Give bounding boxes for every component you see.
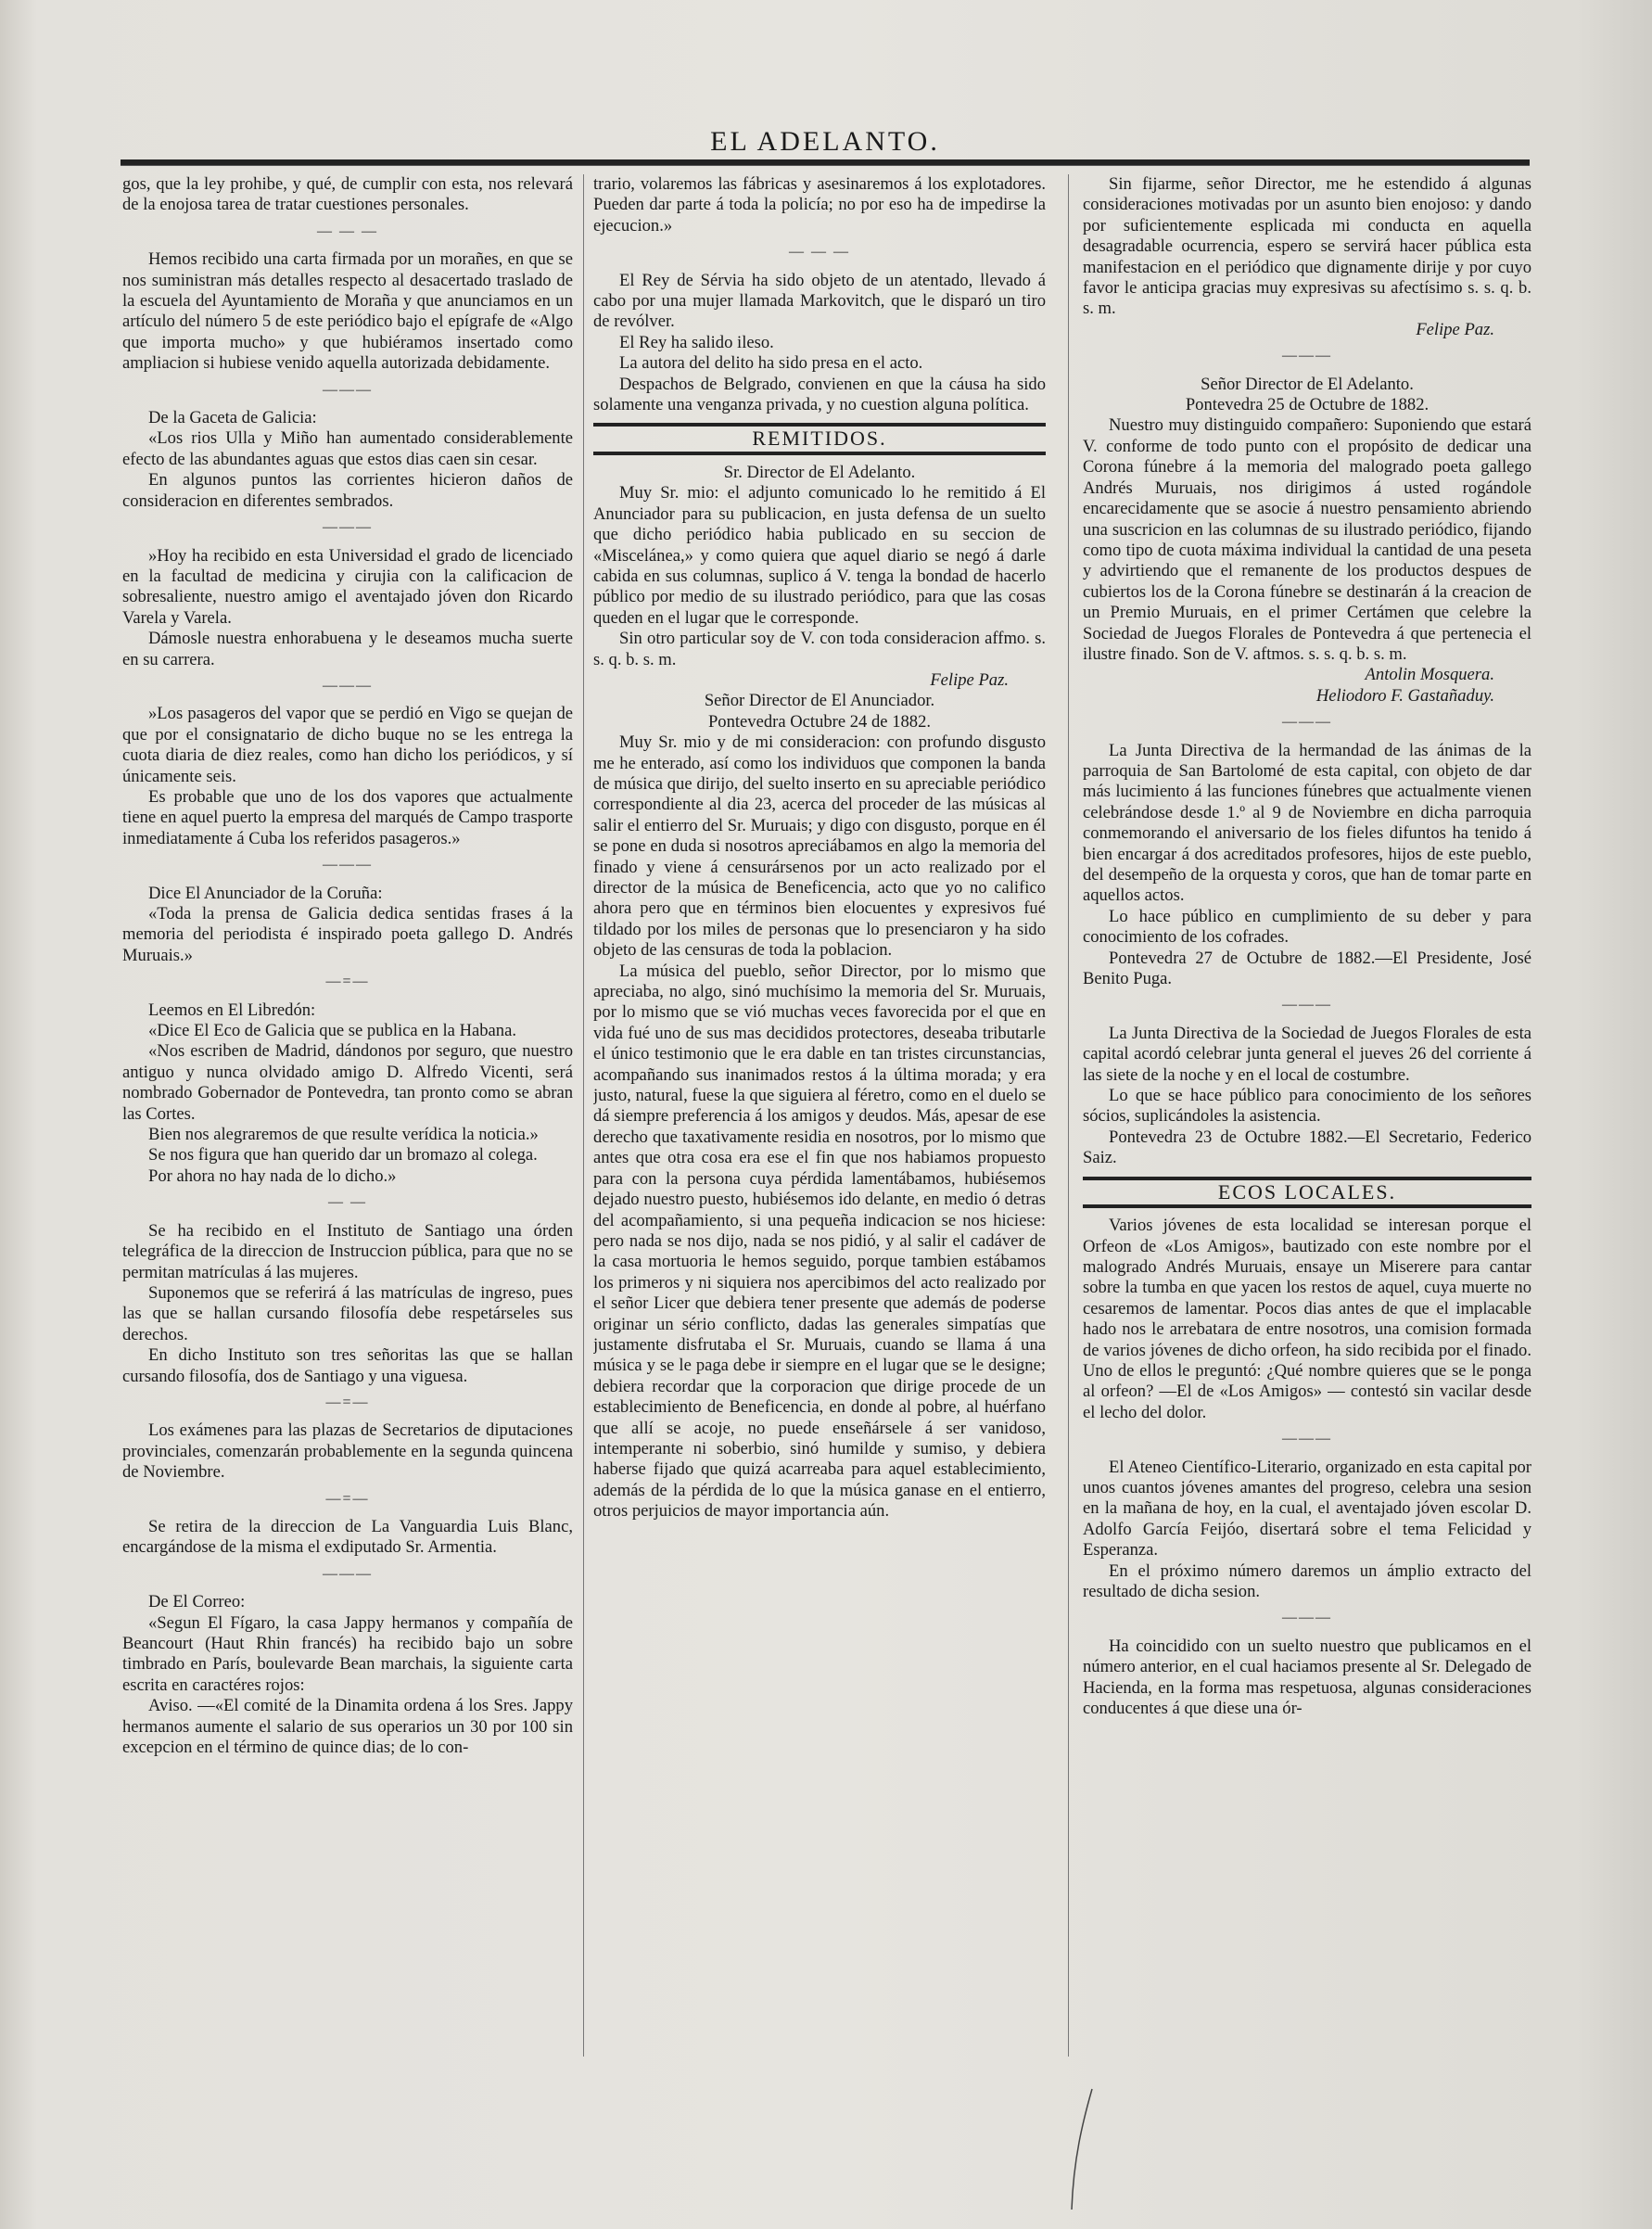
paragraph: Los exámenes para las plazas de Secretarios de diputaciones provinciales, comenzarán probablemente en la segunda quincena de Noviembre. bbox=[122, 1420, 573, 1483]
column-1 bbox=[122, 174, 573, 2084]
paragraph: Dámosle nuestra enhorabuena y le deseamos mucha suerte en su carrera. bbox=[122, 629, 573, 669]
paragraph: «Nos escriben de Madrid, dándonos por seguro, que nuestro antiguo y nunca olvidado amigo D. Alfredo Vicenti, será nombrado Gobernador de Pontevedra, tan pronto como se abran las Cortes. bbox=[122, 1041, 573, 1124]
paragraph: Hemos recibido una carta firmada por un morañes, en que se nos suministran más detalles respecto al desacertado traslado de la escuela del Ayuntamiento de Moraña y que anunciamos en un artículo del número 5 de este periódico bajo el epígrafe de «Algo que importa mucho» y que hubiéramos insertado como ampliacion si hubiese venido aquella autorizada debidamente. bbox=[122, 249, 573, 374]
separator: ——— bbox=[1282, 1610, 1332, 1626]
centered-line: Pontevedra Octubre 24 de 1882. bbox=[707, 711, 932, 732]
paragraph: La Junta Directiva de la Sociedad de Juegos Florales de esta capital acordó celebrar junta general el jueves 26 del corriente á las siete de la noche y en el local de costumbre. bbox=[1083, 1023, 1531, 1085]
paragraph: Nuestro muy distinguido compañero: Suponiendo que estará V. conforme de todo punto con el propósito de dedicar una Corona fúnebre á la memoria del malogrado poeta gallego Andrés Muruais, nos dirigimos á usted rogándole encarecidamente que se asocie á nuestro pensamiento abriendo una suscricion en las columnas de su ilustrado periódico, fijando como tipo de cuota máxima individual la cantidad de una peseta y advirtiendo que el remanente de los productos despues de cubiertos los de la Corona fúnebre se destinarán á la creacion de un Premio Muruais, en el primer Certámen que celebre la Sociedad de Juegos Florales de Pontevedra á que pertenecia el ilustre finado. Son de V. aftmos. s. s. q. b. s. m. bbox=[1083, 415, 1531, 664]
separator: ——— bbox=[1282, 348, 1332, 364]
separator: —=— bbox=[325, 1490, 370, 1507]
paragraph: Muy Sr. mio y de mi consideracion: con profundo disgusto me he enterado, así como los individuos que componen la banda de música que dirijo, del suelto inserto en su apreciable periódico correspondiente al dia 23, acerca del proceder de las músicas al salir el entierro del Sr. Muruais; y digo con disgusto, porque en él se pone en duda si nosotros apreciábamos en algo la memoria del finado y viene á censurársenos por un acto realizado por el director de la música de Beneficencia, acto que yo no califico ahora pero que en términos bien elocuentes y expresivos fué tildado por los miles de personas que lo presenciaron y ha sido objeto de las censuras de toda la poblacion. bbox=[593, 732, 1046, 961]
paragraph: Lo que se hace público para conocimiento de los señores sócios, suplicándoles la asistencia. bbox=[1083, 1086, 1531, 1127]
paragraph: En algunos puntos las corrientes hicieron daños de consideracion en diferentes sembrados. bbox=[122, 470, 573, 511]
paragraph: »Hoy ha recibido en esta Universidad el grado de licenciado en la facultad de medicina y cirujia con la calificacion de sobresaliente, nuestro amigo el aventajado jóven don Ricardo Varela y Varela. bbox=[122, 545, 573, 628]
signature: Antolin Mosquera. bbox=[1365, 665, 1494, 685]
masthead-rule bbox=[121, 159, 1530, 166]
section-heading: REMITIDOS. bbox=[593, 423, 1046, 454]
separator: ——— bbox=[1282, 714, 1332, 731]
paragraph: Despachos de Belgrado, convienen en que la cáusa ha sido solamente una venganza privada, y no cuestion alguna política. bbox=[593, 374, 1046, 415]
paragraph: El Rey ha salido ileso. bbox=[619, 332, 774, 352]
paragraph: La Junta Directiva de la hermandad de las ánimas de la parroquia de San Bartolomé de esta capital, con objeto de dar más lucimiento á las funciones fúnebres que actualmente vienen celebrándose desde 1.º al 9 de Noviembre en dicha parroquia conmemorando el aniversario de los fieles difuntos ha tenido á bien encargar á dos acreditados profesores, hijos de este pueblo, del desempeño de la orquesta y coros, que han de tomar parte en aquellos actos. bbox=[1083, 740, 1531, 906]
separator: ——— bbox=[323, 677, 373, 694]
separator: — — — bbox=[789, 244, 850, 261]
paragraph: En dicho Instituto son tres señoritas las que se hallan cursando filosofía, dos de Santiago y una viguesa. bbox=[122, 1345, 573, 1386]
paragraph: Aviso. —«El comité de la Dinamita ordena á los Sres. Jappy hermanos aumente el salario de sus operarios un 30 por 100 sin excepcion en el término de quince dias; de lo con- bbox=[122, 1696, 573, 1758]
section-heading: ECOS LOCALES. bbox=[1083, 1177, 1531, 1208]
centered-line: Sr. Director de El Adelanto. bbox=[723, 462, 916, 482]
separator: ——— bbox=[323, 857, 373, 873]
centered-line: Pontevedra 25 de Octubre de 1882. bbox=[1185, 395, 1430, 415]
column-divider bbox=[1068, 174, 1069, 2057]
paragraph: Muy Sr. mio: el adjunto comunicado lo he remitido á El Anunciador para su publicacion, en justa defensa de un suelto que dicho periódico habia publicado en su seccion de «Miscelánea,» y como quiera que aquel diario se negó á darle cabida en sus columnas, suplico á V. tenga la bondad de hacerlo público por medio de su ilustrado periódico, para que las cosas queden en el lugar que le corresponde. bbox=[593, 483, 1046, 628]
paragraph: El Ateneo Científico-Literario, organizado en esta capital por unos cuantos jóvenes amantes del progreso, celebra una sesion en la mañana de hoy, en la cual, el aventajado jóven escolar D. Adolfo García Feijóo, disertará sobre el tema Felicidad y Esperanza. bbox=[1083, 1457, 1531, 1560]
paragraph: Leemos en El Libredón: bbox=[148, 1000, 316, 1020]
paragraph: Es probable que uno de los dos vapores que actualmente tiene en aquel puerto la empresa del marqués de Campo trasporte inmediatamente á Cuba los referidos pasageros.» bbox=[122, 786, 573, 848]
paragraph: De la Gaceta de Galicia: bbox=[148, 408, 317, 428]
centered-line: Señor Director de El Anunciador. bbox=[704, 691, 935, 711]
separator: ——— bbox=[323, 519, 373, 536]
paragraph: Suponemos que se referirá á las matrículas de ingreso, pues las que se hallan cursando filosofía debe respetárseles sus derechos. bbox=[122, 1282, 573, 1344]
paragraph: En el próximo número daremos un ámplio extracto del resultado de dicha sesion. bbox=[1083, 1560, 1531, 1601]
column-3 bbox=[1083, 174, 1531, 2084]
paragraph: Pontevedra 23 de Octubre 1882.—El Secretario, Federico Saiz. bbox=[1083, 1127, 1531, 1168]
signature: Felipe Paz. bbox=[1416, 319, 1494, 339]
paragraph: Se nos figura que han querido dar un bromazo al colega. bbox=[148, 1145, 538, 1165]
paragraph: Dice El Anunciador de la Coruña: bbox=[148, 883, 383, 903]
column-2 bbox=[593, 174, 1046, 2084]
paragraph: Se retira de la direccion de La Vanguardia Luis Blanc, encargándose de la misma el exdiputado Sr. Armentia. bbox=[122, 1516, 573, 1558]
paragraph: Sin otro particular soy de V. con toda consideracion affmo. s. s. q. b. s. m. bbox=[593, 629, 1046, 669]
separator: —=— bbox=[325, 974, 370, 990]
separator: — — — bbox=[317, 223, 378, 239]
paragraph: »Los pasageros del vapor que se perdió en Vigo se quejan de que por el consignatario de dicho buque no se les entrega la cuota diaria de diez reales, como han dicho los periódicos, y sí únicamente seis. bbox=[122, 704, 573, 786]
paragraph: «Los rios Ulla y Miño han aumentado considerablemente efecto de las abundantes aguas que estos dias caen sin cesar. bbox=[122, 428, 573, 469]
paragraph: trario, volaremos las fábricas y asesinaremos á los explotadores. Pueden dar parte á toda la policía; no por eso ha de impedirse la ejecucion.» bbox=[593, 174, 1046, 236]
paragraph: Ha coincidido con un suelto nuestro que publicamos en el número anterior, en el cual haciamos presente al Sr. Delegado de Hacienda, en la forma mas respetuosa, algunas consideraciones conducentes á que diese una ór- bbox=[1083, 1636, 1531, 1719]
paragraph: Por ahora no hay nada de lo dicho.» bbox=[148, 1165, 397, 1186]
ink-scratch bbox=[1064, 2084, 1101, 2214]
separator: — — bbox=[328, 1194, 367, 1211]
paragraph: «Dice El Eco de Galicia que se publica en la Habana. bbox=[148, 1021, 517, 1041]
paragraph: Sin fijarme, señor Director, me he estendido á algunas consideraciones motivadas por un asunto bien enojoso: y dando por suficientemente esplicada mi conducta en aquella desagradable ocurrencia, espero se servirá hacer pública esta manifestacion en el periódico que dignamente dirije y por cuyo favor le anticipa gracias muy expresivas su afectísimo s. s. q. b. s. m. bbox=[1083, 174, 1531, 319]
paragraph: Pontevedra 27 de Octubre de 1882.—El Presidente, José Benito Puga. bbox=[1083, 948, 1531, 989]
paragraph: Bien nos alegraremos de que resulte verídica la noticia.» bbox=[148, 1125, 539, 1145]
paragraph: El Rey de Sérvia ha sido objeto de un atentado, llevado á cabo por una mujer llamada Markovitch, que le disparó un tiro de revólver. bbox=[593, 270, 1046, 332]
separator: ——— bbox=[323, 381, 373, 398]
masthead: EL ADELANTO. bbox=[710, 126, 940, 157]
paragraph: Se ha recibido en el Instituto de Santiago una órden telegráfica de la direccion de Instruccion pública, para que no se permitan matrículas á las mujeres. bbox=[122, 1220, 573, 1282]
separator: ——— bbox=[1282, 1431, 1332, 1447]
centered-line: Señor Director de El Adelanto. bbox=[1201, 374, 1414, 394]
column-divider bbox=[583, 174, 584, 2057]
paragraph: La autora del delito ha sido presa en el acto. bbox=[619, 353, 923, 374]
signature: Heliodoro F. Gastañaduy. bbox=[1315, 685, 1494, 706]
paragraph: La música del pueblo, señor Director, por lo mismo que apreciaba, no algo, sinó muchísimo la memoria del Sr. Muruais, por lo mismo que se vió muchas veces favorecida por el que en vida fué uno de sus mas decididos protectores, deseaba tributarle el único testimonio que le era dable en tan tristes circunstancias, acompañando sus inanimados restos á la última morada; y era justo, natural, fuese la que siguiera al féretro, como en el duelo se dá siempre preferencia á los amigos y deudos. Más, apesar de ese derecho que taxativamente residia en nosotros, por lo mismo que antes que otra cosa era ese el fin que nos habiamos propuesto para con la persona cuya pérdida lamentábamos, hubiésemos dejado nuestro puesto, hubiésemos ido delante, en medio ó detras del acompañamiento, si una pequeña indicacion se nos hiciese: pero nada se nos dijo, nada se nos pidió, y al salir el cadáver de la casa mortuoria le hemos seguido, porque tambien estábamos los primeros y ni siquiera nos apercibimos del acto realizado por el señor Licer que debiera tener presente que además de poderse originar un sério conflicto, dadas las generales simpatías que justamente disfrutaba el Sr. Muruais, cuando se llama á una música y se le paga debe ir siempre en el lugar que se le designe; debiera recordar que la corporacion que dirige procede de un establecimiento de Beneficencia, en donde al pobre, al huérfano que allí se acoje, no puede enseñársele á ser vanidoso, intemperante ni soberbio, sinó humilde y sumiso, y debiera haberse fijado que quizá acarreaba para aquel establecimiento, además de la pérdida de lo que la música ganase en el entierro, otros perjuicios de mayor importancia aún. bbox=[593, 961, 1046, 1522]
paragraph: «Toda la prensa de Galicia dedica sentidas frases á la memoria del periodista é inspirado poeta gallego D. Andrés Muruais.» bbox=[122, 904, 573, 965]
signature: Felipe Paz. bbox=[930, 669, 1009, 690]
separator: ——— bbox=[1282, 997, 1332, 1013]
paragraph: gos, que la ley prohibe, y qué, de cumplir con esta, nos relevará de la enojosa tarea de tratar cuestiones personales. bbox=[122, 174, 573, 215]
separator: —=— bbox=[325, 1394, 370, 1410]
paragraph: Varios jóvenes de esta localidad se interesan porque el Orfeon de «Los Amigos», bautizado con este nombre por el malogrado Andrés Muruais, ensaye un Miserere para cantar sobre la tumba en que yacen los restos de aquel, cuya muerte no cesaremos de lamentar. Pocos dias antes de que el implacable hado nos le arrebatara de entre nosotros, una comision formada de varios jóvenes de dicho orfeon, ha sido recibida por el finado. Uno de ellos le preguntó: ¿Qué nombre quieres que se le ponga al orfeon? —El de «Los Amigos» — contestó sin vacilar desde el lecho del dolor. bbox=[1083, 1216, 1531, 1422]
paragraph: De El Correo: bbox=[148, 1592, 246, 1612]
paragraph: «Segun El Fígaro, la casa Jappy hermanos y compañía de Beancourt (Haut Rhin francés) ha recibido bajo un sobre timbrado en París, boulevarde Bean marchais, la siguiente carta escrita en caractéres rojos: bbox=[122, 1612, 573, 1695]
paragraph: Lo hace público en cumplimiento de su deber y para conocimiento de los cofrades. bbox=[1083, 906, 1531, 948]
separator: ——— bbox=[323, 1565, 373, 1582]
